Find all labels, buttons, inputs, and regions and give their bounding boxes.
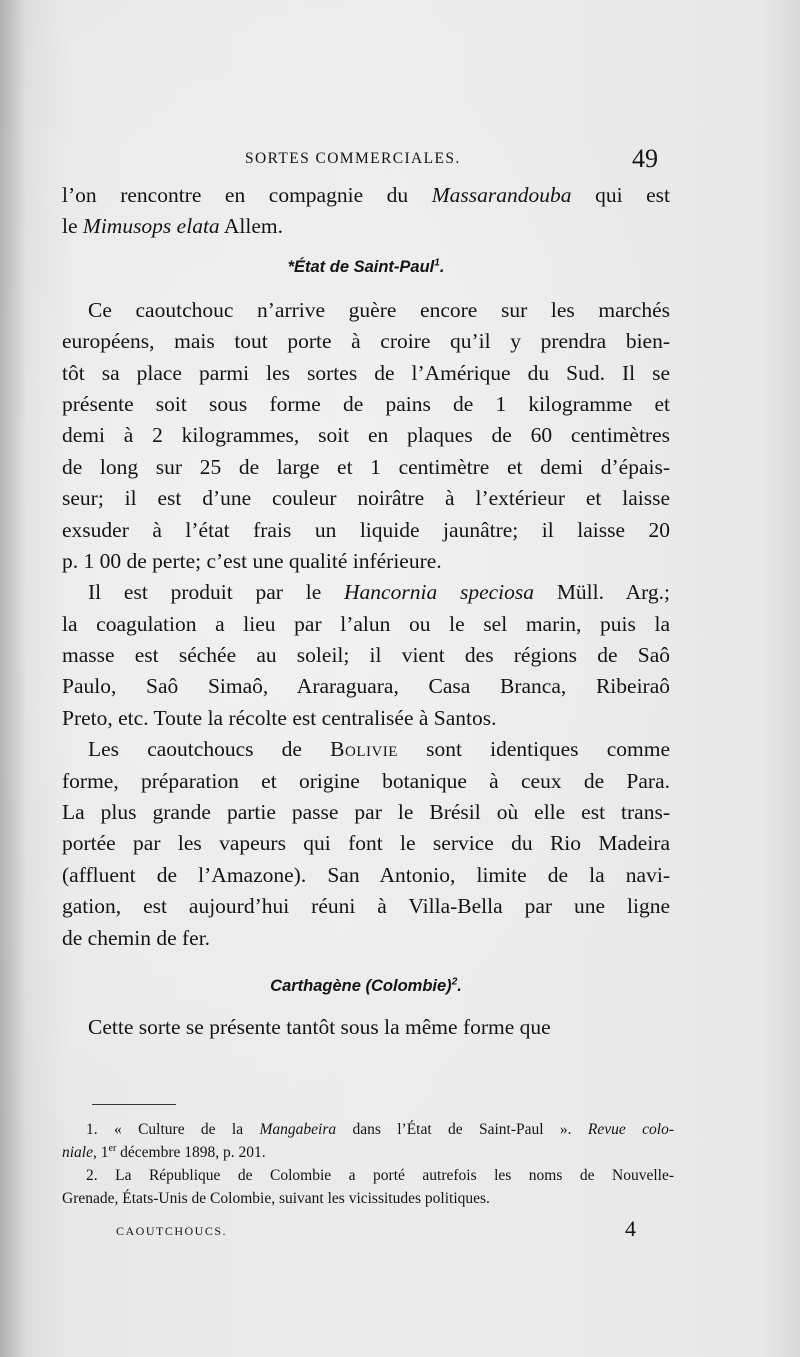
text-run: qui est [571, 183, 671, 207]
text-run: 1 [96, 1144, 109, 1161]
superscript: er [108, 1142, 117, 1154]
italic-term: Mangabeira [259, 1121, 337, 1138]
main-text [62, 180, 670, 1043]
text-line: présente soit sous forme de pains de 1 kilogramme et [62, 391, 670, 416]
text-line: p. 1 00 de perte; c’est une qualité inférieure. [62, 548, 442, 573]
footnote-line [62, 1141, 674, 1164]
text-line: exsuder à l’état frais un liquide jaunâtre; il laisse 20 [62, 517, 670, 542]
binding-shadow [0, 0, 26, 1357]
signature-number: 4 [625, 1216, 636, 1241]
small-caps-term: Bolivie [330, 737, 398, 762]
signature-row [0, 1218, 800, 1246]
text-line [62, 211, 670, 242]
italic-term: Mimusops elata [82, 214, 220, 239]
text-run: « Culture de la [97, 1121, 260, 1138]
section-heading-end: . [457, 976, 462, 995]
text-run: le [62, 214, 83, 239]
text-line: européens, mais tout porte à croire qu’il y prendra bien- [62, 329, 670, 354]
text-line: de chemin de fer. [62, 925, 211, 950]
text-line: portée par les vapeurs qui font le service du Rio Madeira [62, 831, 670, 856]
section-heading-text: *État de Saint-Paul [287, 257, 435, 276]
text-line [62, 577, 670, 608]
section-heading-text: Carthagène (Colombie) [270, 976, 452, 995]
footnote-ref: 2 [451, 976, 458, 988]
text-line: de long sur 25 de large et 1 centimètre et demi d’épais- [62, 454, 670, 479]
text-line: tôt sa place parmi les sortes de l’Amérique du Sud. Il se [62, 360, 670, 385]
footnotes [62, 1118, 674, 1210]
footnote-rule [92, 1104, 176, 1105]
footnote-ref: 1 [434, 257, 440, 269]
signature-mark: CAOUTCHOUCS. [116, 1224, 228, 1238]
text-line [62, 734, 670, 765]
footnote-line: 2. La République de Colombie a porté autrefois les noms de Nouvelle- [86, 1167, 674, 1184]
page-number: 49 [632, 144, 658, 173]
text-run: sont identiques comme [397, 737, 670, 762]
text-line: gation, est aujourd’hui réuni à Villa-Bella par une ligne [62, 894, 670, 919]
text-line [62, 180, 670, 211]
text-line: (affluent de l’Amazone). San Antonio, limite de la navi- [62, 862, 670, 887]
text-run: Allem. [219, 214, 283, 239]
italic-term: Massarandouba [431, 183, 572, 207]
text-line: masse est séchée au soleil; il vient des régions de Saô [62, 643, 670, 668]
italic-term: Revue colo- [587, 1121, 674, 1138]
footnote-line [62, 1118, 674, 1141]
text-run: l’on rencontre en compagnie du [62, 183, 432, 207]
text-run: dans l’État de Saint-Paul ». [336, 1121, 588, 1138]
text-line: la coagulation a lieu par l’alun ou le sel marin, puis la [62, 611, 670, 636]
text-line: Paulo, Saô Simaô, Araraguara, Casa Branca, Ribeiraô [62, 674, 670, 699]
text-line: La plus grande partie passe par le Brésil où elle est trans- [62, 800, 670, 825]
text-run: Il est produit par le [88, 580, 345, 605]
text-line: Cette sorte se présente tantôt sous la même forme que [88, 1014, 551, 1039]
text-line: seur; il est d’une couleur noirâtre à l’extérieur et laisse [62, 486, 670, 511]
italic-term: niale, [62, 1144, 97, 1161]
text-run: décembre 1898, p. 201. [116, 1144, 266, 1161]
text-line: demi à 2 kilogrammes, soit en plaques de 60 centimètres [62, 423, 670, 448]
section-heading [62, 257, 670, 277]
footnote-marker: 1. [86, 1121, 98, 1138]
running-title: SORTES COMMERCIALES. [245, 150, 461, 167]
footnote-line: Grenade, États-Unis de Colombie, suivant les vicissitudes politiques. [62, 1190, 490, 1207]
text-line: forme, préparation et origine botanique à ceux de Para. [62, 768, 670, 793]
section-heading [62, 976, 670, 996]
running-head [0, 144, 800, 178]
text-line: Preto, etc. Toute la récolte est centralisée à Santos. [62, 705, 497, 730]
text-run: Les caoutchoucs de [88, 737, 331, 762]
section-heading-end: . [439, 257, 445, 276]
text-line: Ce caoutchouc n’arrive guère encore sur les marchés [88, 297, 670, 322]
text-run: Müll. Arg.; [534, 580, 671, 605]
italic-term: Hancornia speciosa [344, 580, 535, 605]
